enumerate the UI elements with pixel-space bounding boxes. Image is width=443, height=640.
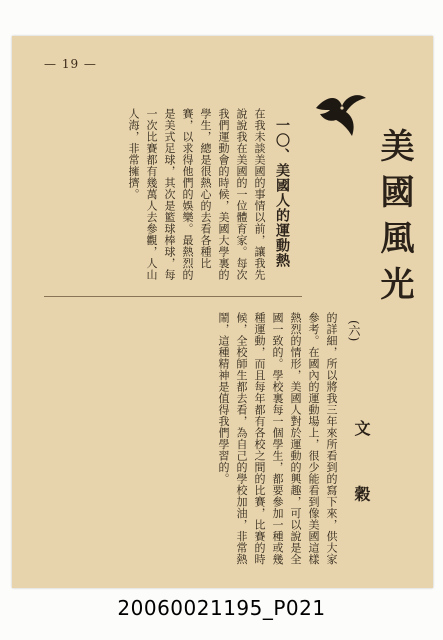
body-text-upper: 在我未談美國的事情以前，讓我先說說我在美國的一位體育家。每次我們運動會的時候，美國大學裏的學生，總是很熱心的去看各種比賽，以求得他們的娛樂。最熱烈的是美式足球，其次是籃球棒球，每一次比賽都有幾萬人去參觀，人山人海，非常擁擠。 [127, 108, 266, 281]
divider [44, 296, 302, 297]
crane-icon [312, 86, 368, 142]
section-heading: 一〇、美國人的運動熱 [274, 118, 290, 268]
article-title: 美國風光 [374, 128, 414, 312]
page-number: — 19 — [44, 57, 97, 71]
body-text-lower: 的詳細，所以將我三年來所看到的寫下來，供大家參考。在國內的運動場上，很少能看到像美國這樣熱烈的情形，美國人對於運動的興趣，可以說是全國一致的。學校裏每一個學生，都要參加一種或幾種運動，而且每年都有各校之間的比賽，比賽的時候，全校師生都去看，為自己的學校加油，非常熱鬧，這種精神是值得我們學習的。 [217, 312, 338, 565]
image-caption: 20060021195_P021 [117, 596, 326, 620]
installment-number: (六) [347, 320, 361, 342]
author-name: 文 穀 [352, 420, 371, 524]
